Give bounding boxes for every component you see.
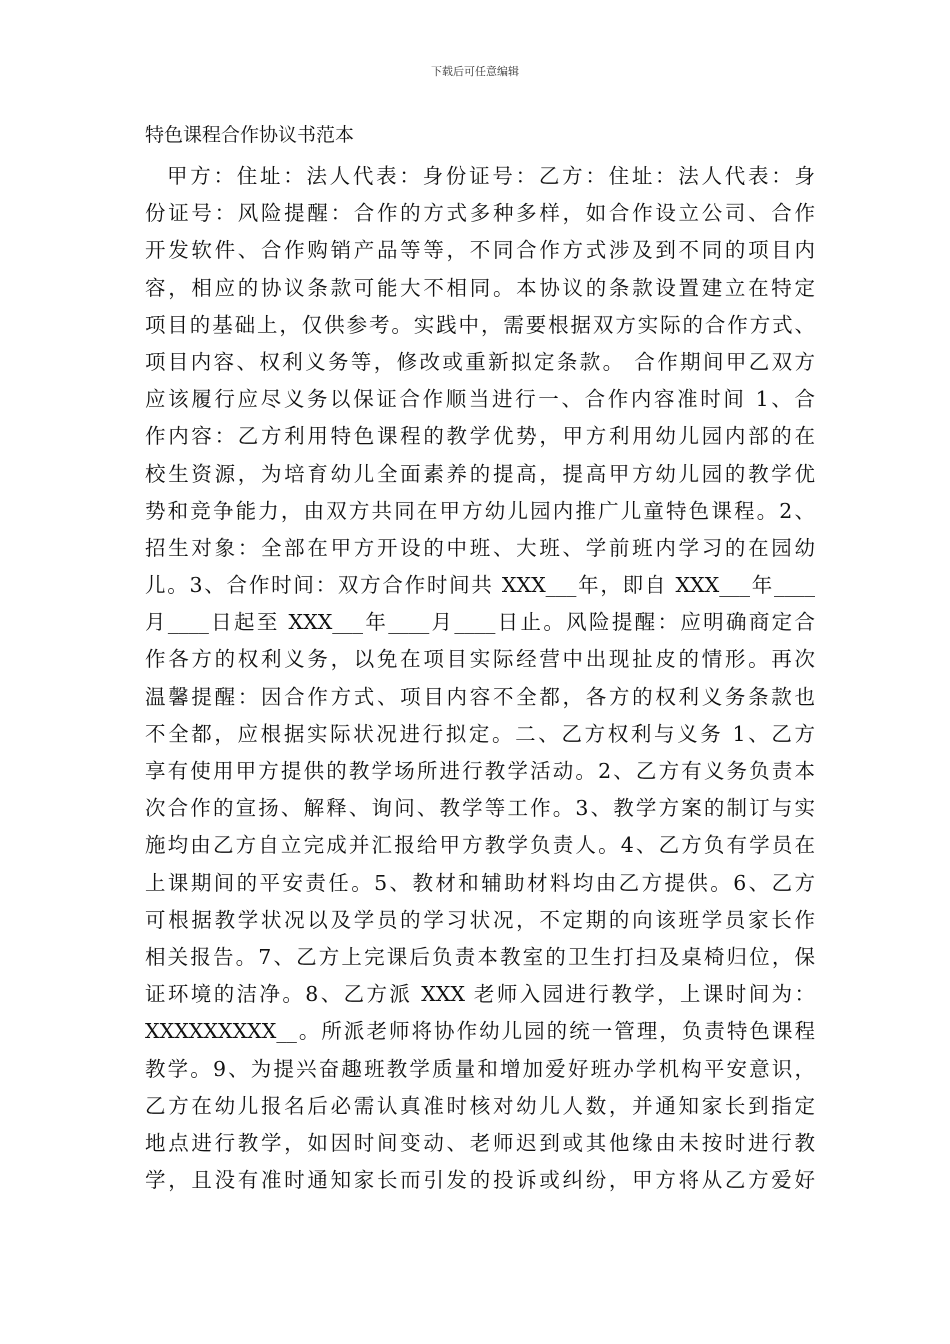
page-header-note: 下载后可任意编辑: [431, 65, 519, 78]
body-line: 上课期间的平安责任。5、教材和辅助材料均由乙方提供。6、乙方: [145, 870, 815, 895]
body-line: 作各方的权利义务，以免在项目实际经营中出现扯皮的情形。再次: [145, 647, 815, 672]
body-line: 乙方在幼儿报名后必需认真准时核对幼儿人数，并通知家长到指定: [145, 1093, 815, 1118]
body-line: 次合作的宣扬、解释、询问、教学等工作。3、教学方案的制订与实: [145, 796, 815, 821]
body-line: 甲方：住址：法人代表：身份证号：乙方：住址：法人代表：身: [167, 164, 815, 188]
body-line: 招生对象：全部在甲方开设的中班、大班、学前班内学习的在园幼: [145, 535, 815, 560]
body-line: 势和竞争能力，由双方共同在甲方幼儿园内推广儿童特色课程。2、: [145, 498, 815, 523]
body-line: 项目的基础上，仅供参考。实践中，需要根据双方实际的合作方式、: [145, 312, 815, 337]
document-title: 特色课程合作协议书范本: [145, 124, 355, 146]
body-line: 享有使用甲方提供的教学场所进行教学活动。2、乙方有义务负责本: [145, 759, 815, 783]
body-line: 校生资源，为培育幼儿全面素养的提高，提高甲方幼儿园的教学优: [145, 461, 815, 486]
body-line: 地点进行教学，如因时间变动、老师迟到或其他缘由未按时进行教: [145, 1130, 815, 1155]
document-body: [145, 158, 815, 1199]
body-line: 月____日起至 XXX___年____月____日止。风险提醒：应明确商定合: [145, 610, 815, 635]
body-line: 份证号：风险提醒：合作的方式多种多样，如合作设立公司、合作: [145, 201, 815, 226]
body-line: 不全都，应根据实际状况进行拟定。二、乙方权利与义务 1、乙方: [145, 721, 815, 746]
body-line: 应该履行应尽义务以保证合作顺当进行一、合作内容准时间 1、合: [145, 387, 815, 412]
body-line: 可根据教学状况以及学员的学习状况，不定期的向该班学员家长作: [145, 907, 815, 932]
body-line: 开发软件、合作购销产品等等，不同合作方式涉及到不同的项目内: [145, 238, 815, 263]
body-line: 容，相应的协议条款可能大不相同。本协议的条款设置建立在特定: [145, 275, 815, 300]
body-line: 温馨提醒：因合作方式、项目内容不全都，各方的权利义务条款也: [145, 684, 815, 709]
body-line: 学，且没有准时通知家长而引发的投诉或纠纷，甲方将从乙方爱好: [145, 1168, 815, 1193]
body-line: 教学。9、为提兴奋趣班教学质量和增加爱好班办学机构平安意识，: [145, 1056, 815, 1081]
body-line: 项目内容、权利义务等，修改或重新拟定条款。 合作期间甲乙双方: [145, 349, 815, 374]
body-line: 证环境的洁净。8、乙方派 XXX 老师入园进行教学，上课时间为：: [145, 982, 815, 1007]
body-line: 作内容：乙方利用特色课程的教学优势，甲方利用幼儿园内部的在: [145, 424, 815, 449]
body-line: 儿。3、合作时间：双方合作时间共 XXX___年，即自 XXX___年____: [145, 573, 815, 598]
body-line: 施均由乙方自立完成并汇报给甲方教学负责人。4、乙方负有学员在: [145, 833, 815, 858]
body-line: 相关报告。7、乙方上完课后负责本教室的卫生打扫及桌椅归位，保: [145, 944, 815, 969]
body-line: XXXXXXXXX__。所派老师将协作幼儿园的统一管理，负责特色课程: [145, 1019, 815, 1044]
